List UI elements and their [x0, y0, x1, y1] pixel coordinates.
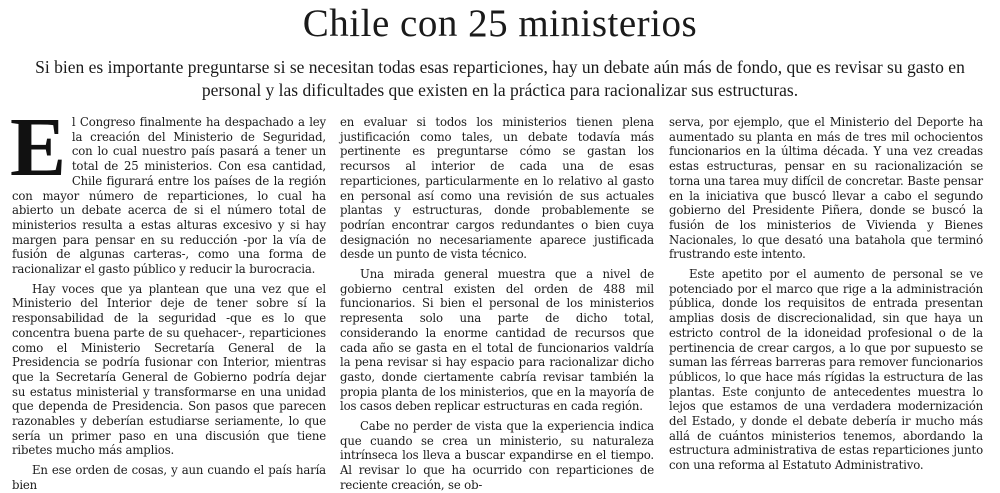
paragraph: serva, por ejemplo, que el Ministerio del Deporte ha aumentado su planta en más de tres mil ochocientos funcionarios en la última década. Y una vez creadas estas estructuras, pensar en su racionalización se torna una tarea muy difícil de concretar. Baste pensar en la iniciativa que buscó llevar a cabo el segundo gobierno del Presidente Piñera, donde se buscó la fusión de los ministerios de Vivienda y Bienes Nacionales, lo que desató una batahola que terminó frustrando este intento. — [669, 115, 983, 262]
paragraph: en evaluar si todos los ministerios tienen plena justificación como tales, un debate todavía más pertinente es preguntarse cómo se gastan los recursos al interior de cada una de esas reparticiones, particularmente en lo relativo al gasto en personal así como una revisión de sus actuales plantas y estructuras, donde probablemente se podrían encontrar cargos redundantes o bien cuya designación no necesariamente aparece justificada desde un punto de vista técnico. — [340, 115, 654, 262]
paragraph: Cabe no perder de vista que la experiencia indica que cuando se crea un ministerio, su naturaleza intrínseca los lleva a buscar expandirse en el tiempo. Al revisar lo que ha ocurrido con reparticiones de reciente creación, se ob- — [340, 419, 654, 492]
drop-cap: E — [10, 101, 66, 194]
article-column-2 — [340, 115, 654, 492]
article-headline: Chile con 25 ministerios — [302, 2, 698, 45]
paragraph: En ese orden de cosas, y aun cuando el país haría bien — [12, 463, 326, 492]
paragraph: Hay voces que ya plantean que una vez que el Ministerio del Interior deje de tener sobre sí la responsabilidad de la seguridad -que es lo que concentra buena parte de su quehacer-, reparticiones como el Ministerio Secretaría General de la Presidencia se podría fusionar con Interior, mientras que la Secretaría General de Gobierno podría dejar su estatus ministerial y transformarse en una unidad que dependa de Presidencia. Son pasos que parecen razonables y deberían estudiarse seriamente, lo que sería un primer paso en una discusión que tiene ribetes mucho más amplios. — [12, 281, 326, 458]
paragraph: Una mirada general muestra que a nivel de gobierno central existen del orden de 488 mil funcionarios. Si bien el personal de los ministerios representa solo una parte de dicho total, considerando la enorme cantidad de recursos que cada año se gasta en el total de funcionarios valdría la pena revisar si hay espacio para racionalizar dicho gasto, donde ciertamente cabría revisar también la propia planta de los ministerios, que en la mayoría de los casos deben replicar estructuras en cada región. — [340, 267, 654, 414]
paragraph: l Congreso finalmente ha despachado a ley la creación del Ministerio de Seguridad, con lo cual nuestro país pasará a tener un total de 25 ministerios. Con esa cantidad, Chile figurará entre los países de la región con mayor número de reparticiones, lo cual ha abierto un debate acerca de si el número total de ministerios resulta a estas alturas excesivo y si hay margen para pensar en su reducción -por la vía de fusión de algunas carteras-, como una forma de racionalizar el gasto público y reducir la burocracia. — [12, 115, 326, 277]
article-column-1 — [10, 101, 326, 492]
article-deck: Si bien es importante preguntarse si se necesitan todas esas reparticiones, hay un debate aún más de fondo, que es revisar su gasto en personal y las dificultades que existen en la práctica para racionalizar sus estructuras. — [35, 57, 965, 100]
article-column-3 — [669, 115, 983, 473]
paragraph: Este apetito por el aumento de personal se ve potenciado por el marco que rige a la administración pública, donde los requisitos de entrada presentan amplias dosis de discrecionalidad, sin que haya un estricto control de la idoneidad profesional o de la pertinencia de crear cargos, a lo que por supuesto se suman las férreas barreras para remover funcionarios públicos, lo que hace más rígidas la estructura de las plantas. Este conjunto de antecedentes muestra lo lejos que estamos de una verdadera modernización del Estado, y donde el debate debería ir mucho más allá de cuántos ministerios tenemos, abordando la estructura administrativa de estas reparticiones junto con una reforma al Estatuto Administrativo. — [669, 267, 983, 473]
